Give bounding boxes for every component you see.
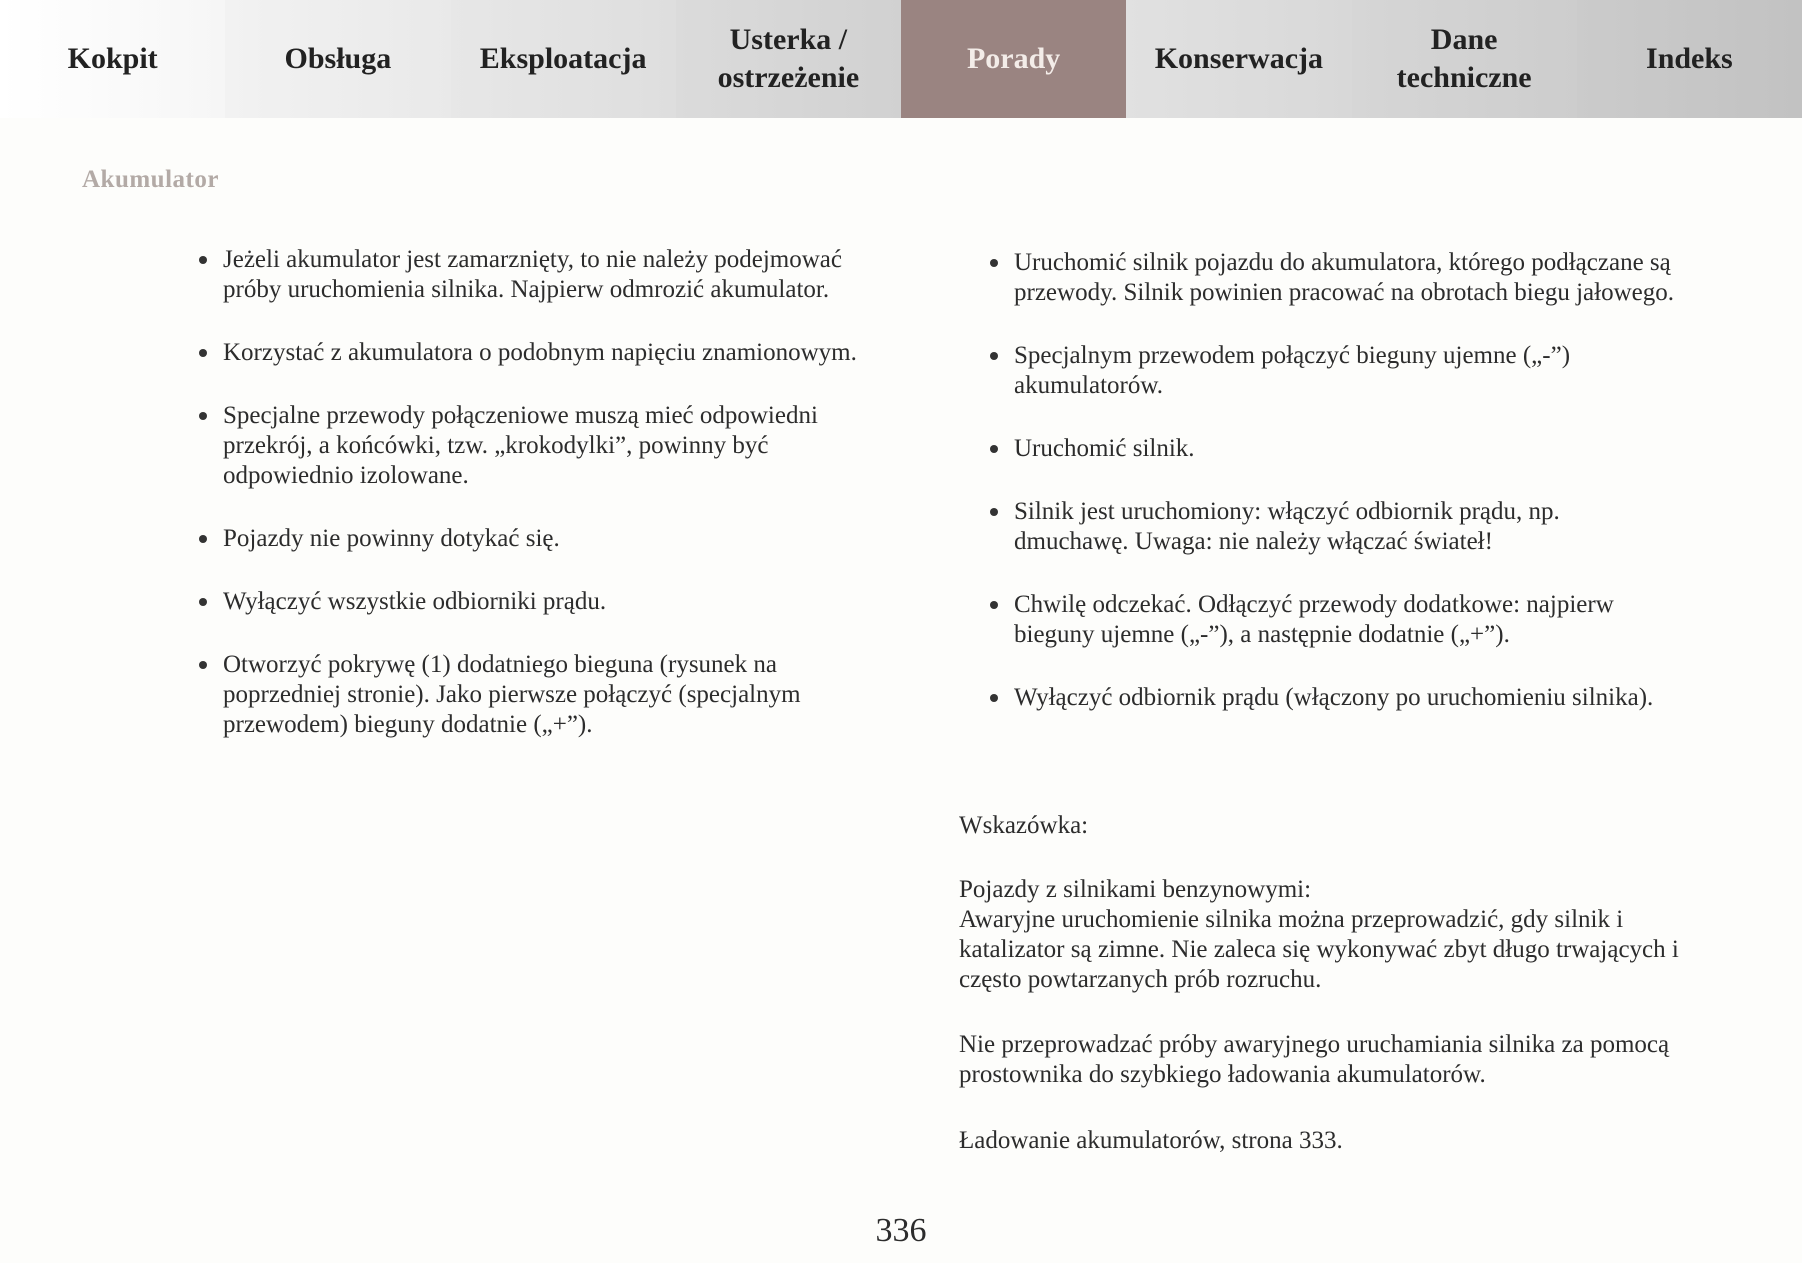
tab-label: Konserwacja	[1154, 42, 1324, 75]
left-column	[197, 245, 887, 773]
list-item: Uruchomić silnik pojazdu do akumulatora, którego podłączane są przewody. Silnik powinien pracować na obrotach biegu jałowego.	[988, 248, 1678, 308]
chapter-tab-bar	[0, 0, 1802, 118]
tab-label: Porady	[966, 42, 1061, 75]
page-number: 336	[875, 1212, 927, 1249]
tab-label-line-1: Usterka /	[729, 23, 848, 56]
list-item: Chwilę odczekać. Odłączyć przewody dodatkowe: najpierw bieguny ujemne („-”), a następnie dodatnie („+”).	[988, 590, 1678, 650]
tab-label-line-2: techniczne	[1396, 61, 1532, 94]
tab-label: Indeks	[1646, 42, 1733, 75]
list-item: Specjalne przewody połączeniowe muszą mieć odpowiedni przekrój, a końcówki, tzw. „krokodylki”, powinny być odpowiednio izolowane.	[197, 401, 887, 491]
list-item: Specjalnym przewodem połączyć bieguny ujemne („-”) akumulatorów.	[988, 341, 1678, 401]
right-bullet-list	[988, 248, 1678, 713]
tab-kokpit[interactable]	[0, 0, 225, 118]
list-item: Jeżeli akumulator jest zamarznięty, to nie należy podejmować próby uruchomienia silnika. Najpierw odmrozić akumulator.	[197, 245, 887, 305]
note-label: Wskazówka:	[959, 812, 1089, 839]
tab-label: Kokpit	[67, 42, 158, 75]
tab-usterka-ostrzezenie[interactable]	[676, 0, 901, 118]
tab-dane-techniczne[interactable]	[1352, 0, 1577, 118]
tab-label-line-2: ostrzeżenie	[717, 61, 860, 94]
list-item: Silnik jest uruchomiony: włączyć odbiornik prądu, np. dmuchawę. Uwaga: nie należy włączać świateł!	[988, 497, 1678, 557]
tab-label: Eksploatacja	[479, 42, 647, 75]
list-item: Otworzyć pokrywę (1) dodatniego bieguna (rysunek na poprzedniej stronie). Jako pierwsze połączyć (specjalnym przewodem) bieguny dodatnie („+”).	[197, 650, 887, 740]
tab-label-line-1: Dane	[1430, 23, 1498, 56]
tab-konserwacja[interactable]	[1126, 0, 1351, 118]
section-title: Akumulator	[82, 166, 219, 193]
note-heading: Pojazdy z silnikami benzynowymi:	[959, 876, 1312, 903]
left-bullet-list	[197, 245, 887, 740]
list-item: Wyłączyć odbiornik prądu (włączony po uruchomieniu silnika).	[988, 683, 1678, 713]
list-item: Wyłączyć wszystkie odbiorniki prądu.	[197, 587, 887, 617]
tab-obsluga[interactable]	[225, 0, 450, 118]
right-column	[988, 248, 1678, 746]
tab-indeks[interactable]	[1577, 0, 1802, 118]
list-item: Pojazdy nie powinny dotykać się.	[197, 524, 887, 554]
note-body: Awaryjne uruchomienie silnika można przeprowadzić, gdy silnik i katalizator są zimne. Nie zaleca się wykonywać zbyt długo trwających i często powtarzanych prób rozruchu.	[959, 906, 1679, 993]
note-paragraph-2: Nie przeprowadzać próby awaryjnego uruchamiania silnika za pomocą prostownika do szybkiego ładowania akumulatorów.	[959, 1031, 1670, 1088]
note-paragraph-1	[959, 875, 1679, 995]
tab-eksploatacja[interactable]	[451, 0, 676, 118]
tab-label: Obsługa	[284, 42, 392, 75]
list-item: Uruchomić silnik.	[988, 434, 1678, 464]
list-item: Korzystać z akumulatora o podobnym napięciu znamionowym.	[197, 338, 887, 368]
tab-porady-active[interactable]	[901, 0, 1126, 118]
note-cross-reference: Ładowanie akumulatorów, strona 333.	[959, 1127, 1343, 1154]
